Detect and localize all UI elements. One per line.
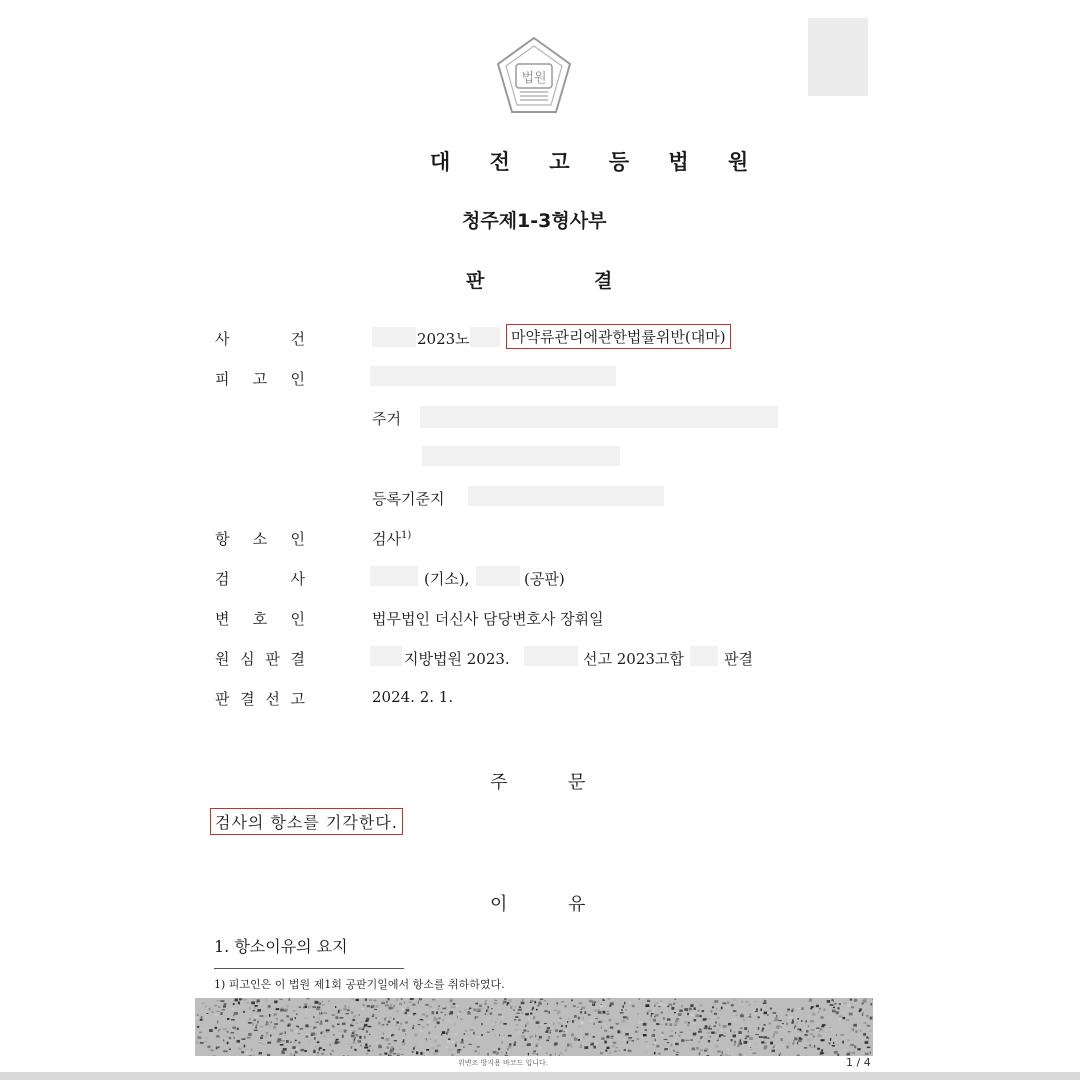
registry-label: 등록기준지: [372, 490, 445, 508]
footnote-rule: [214, 968, 404, 969]
defendant-label: 피 고 인: [215, 370, 305, 388]
redaction: [422, 446, 620, 466]
page-number: 1 / 4: [846, 1056, 871, 1069]
seal-text: 법원: [521, 71, 547, 86]
redaction: [370, 366, 616, 386]
appellant-text: 검사: [372, 530, 401, 548]
redaction: [370, 646, 402, 666]
redaction: [372, 327, 416, 347]
section-1-heading: 1. 항소이유의 요지: [214, 937, 348, 956]
order-text: 검사의 항소를 기각한다.: [210, 808, 403, 835]
original-judgment: 판결: [724, 650, 753, 668]
redaction: [468, 486, 664, 506]
prosecutor-trial: (공판): [524, 570, 565, 588]
counsel-value: 법무법인 더신사 담당변호사 장휘일: [372, 610, 604, 628]
security-barcode: [195, 998, 873, 1056]
appellant-value: [372, 528, 411, 549]
verdict-date-label: 판 결 선 고: [215, 690, 305, 708]
appellant-label: 항 소 인: [215, 530, 305, 548]
redaction: [470, 327, 500, 347]
bottom-strip: [0, 1072, 1080, 1080]
prosecutor-prosecution: (기소),: [424, 570, 470, 588]
barcode-caption: 위변조 방지용 바코드 입니다.: [458, 1059, 549, 1067]
footnote-text: 1) 피고인은 이 법원 제1회 공판기일에서 항소를 취하하였다.: [214, 978, 505, 991]
verdict-date: 2024. 2. 1.: [372, 688, 454, 706]
redaction: [370, 566, 418, 586]
counsel-label: 변 호 인: [215, 610, 305, 628]
redaction: [420, 406, 778, 428]
case-label: 사 건: [215, 330, 305, 348]
court-name: 대 전 고 등 법 원: [430, 150, 765, 174]
redaction: [690, 646, 718, 666]
residence-label: 주거: [372, 410, 401, 428]
footnote-ref: 1): [400, 530, 412, 541]
court-seal-icon: [494, 34, 574, 118]
case-name: 마약류관리에관한법률위반(대마): [506, 324, 731, 349]
redaction: [476, 566, 520, 586]
division-name: 청주제1-3형사부: [462, 210, 607, 232]
original-sentence: 선고 2023고합: [583, 650, 684, 668]
prosecutor-label: 검 사: [215, 570, 305, 588]
original-court: 지방법원 2023.: [404, 650, 510, 668]
redaction: [524, 646, 578, 666]
original-judgment-label: 원 심 판 결: [215, 650, 305, 668]
corner-redaction: [808, 18, 868, 96]
case-number: 2023노: [417, 330, 470, 348]
